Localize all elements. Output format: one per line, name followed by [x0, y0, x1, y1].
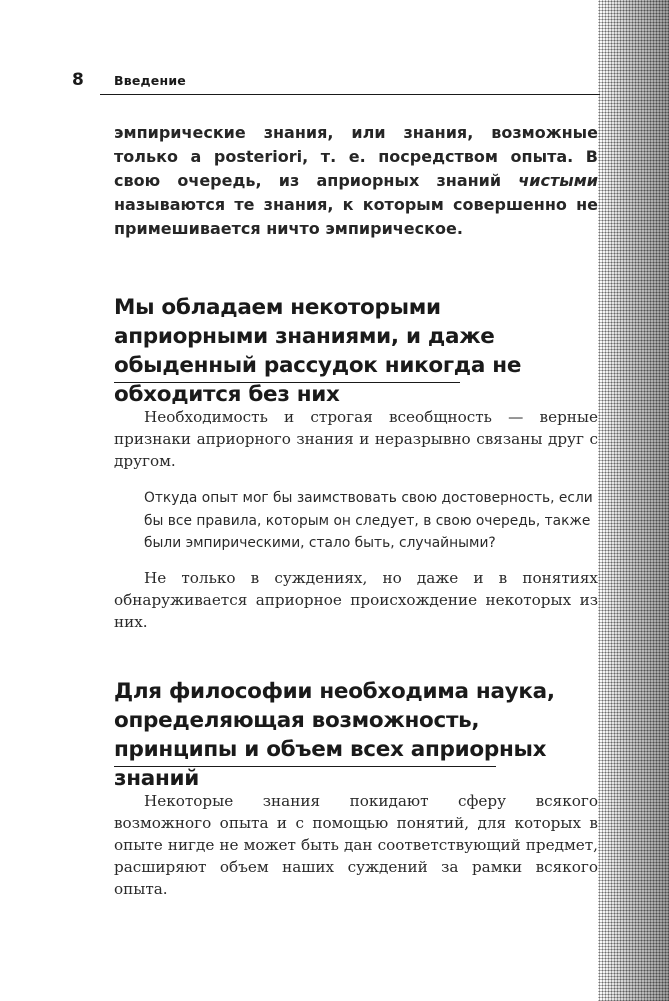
page-number: 8: [72, 70, 84, 90]
intro-emphasis: чистыми: [518, 171, 598, 190]
section-1-heading-underline: [114, 382, 460, 383]
page-edge-halftone: [598, 0, 669, 1001]
intro-text-after: называются те знания, к которым совершенно не примешивается ничто эмпирическое.: [114, 195, 598, 238]
section-1-heading: Мы обладаем некоторыми априорными знаниями, и даже обыденный рассудок никогда не обходится без них: [114, 295, 522, 407]
section-2-heading: Для философии необходима наука, определяющая возможность, принципы и объем всех априорных знаний: [114, 679, 555, 791]
intro-paragraph: [114, 121, 598, 241]
section-2-heading-underline: [114, 766, 496, 767]
section-2-paragraph-1: Некоторые знания покидают сферу всякого возможного опыта и с помощью понятий, для которых в опыте нигде не может быть дан соответствующий предмет, расширяют объем наших суждений за рамки всякого опыта.: [114, 792, 598, 898]
intro-text-before: эмпирические знания, или знания, возможные только a posteriori, т. е. посредством опыта. В свою очередь, из априорных знаний: [114, 123, 598, 190]
running-header-title: Введение: [114, 73, 186, 88]
section-1-quote: Откуда опыт мог бы заимствовать свою достоверность, если бы все правила, которым он следует, в свою очередь, также были эмпирическими, стало быть, случайными?: [144, 490, 593, 551]
section-1-paragraph-2: Не только в суждениях, но даже и в понятиях обнаруживается априорное происхождение некоторых из них.: [114, 569, 598, 631]
section-1-paragraph-1: Необходимость и строгая всеобщность — верные признаки априорного знания и неразрывно связаны друг с другом.: [114, 408, 598, 470]
header-rule: [100, 94, 600, 95]
